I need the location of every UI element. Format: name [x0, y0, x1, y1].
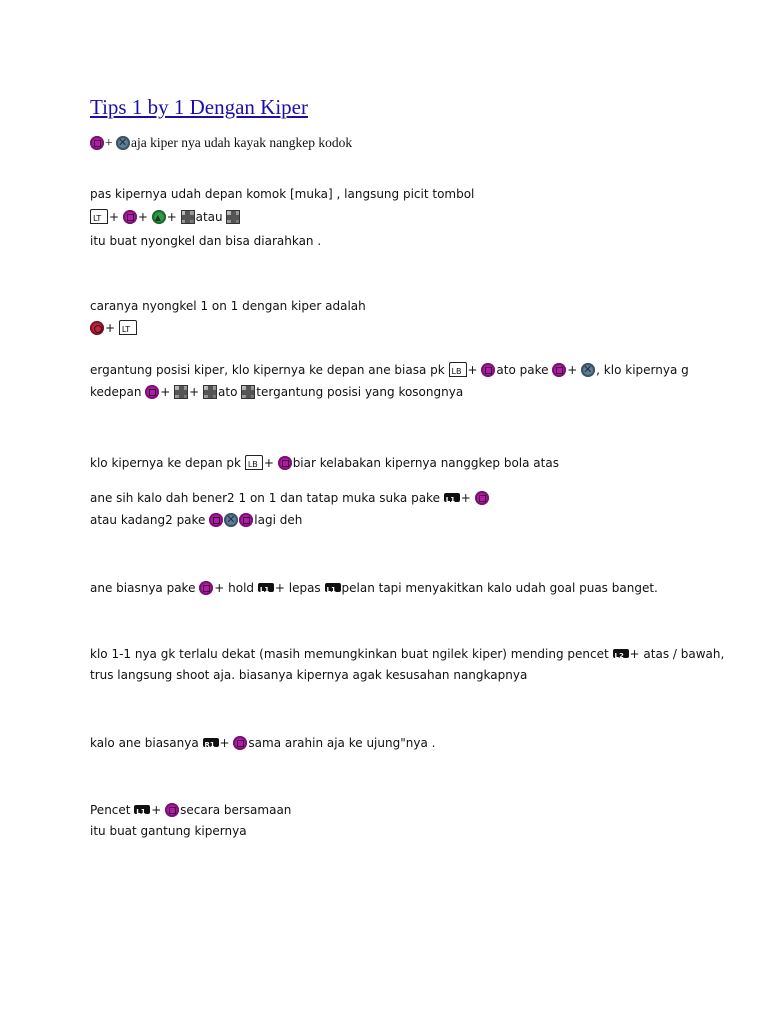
- cross-button-icon: [581, 363, 595, 377]
- line-8: kedepan + + ato tergantung posisi yang kosongnya: [90, 385, 464, 399]
- dpad-icon: [226, 210, 240, 224]
- square-button-icon: [233, 736, 247, 750]
- l1-button-icon: [444, 493, 460, 502]
- square-button-icon: [278, 456, 292, 470]
- r1-button-icon: [203, 738, 219, 747]
- square-button-icon: [165, 803, 179, 817]
- l2-button-icon: [613, 649, 629, 658]
- line-16: Pencet L1+ secara bersamaan: [90, 802, 291, 818]
- lt-trigger-icon: [90, 209, 108, 224]
- triangle-button-icon: [152, 210, 166, 224]
- square-button-icon: [145, 385, 159, 399]
- circle-button-icon: [90, 321, 104, 335]
- l1-button-icon: [258, 583, 274, 592]
- lb-bumper-icon: [449, 362, 467, 377]
- lt-trigger-icon: [119, 320, 137, 335]
- line-17: itu buat gantung kipernya: [90, 824, 247, 838]
- dpad-icon: [203, 385, 217, 399]
- square-button-icon: [209, 513, 223, 527]
- line-9: klo kipernya ke depan pk LB+ biar kelabakan kipernya nanggkep bola atas: [90, 455, 559, 471]
- line-7: ergantung posisi kiper, klo kipernya ke depan ane biasa pk LB+ ato pake + ✕, klo kipernya g: [90, 362, 689, 378]
- line-4: itu buat nyongkel dan bisa diarahkan .: [90, 234, 322, 248]
- square-button-icon: [123, 210, 137, 224]
- lb-bumper-icon: [245, 455, 263, 470]
- line-2: pas kipernya udah depan komok [muka] , langsung picit tombol: [90, 187, 475, 201]
- line-13: klo 1-1 nya gk terlalu dekat (masih memungkinkan buat ngilek kiper) mending pencet L2+ atas / bawah,: [90, 646, 724, 662]
- square-button-icon: [552, 363, 566, 377]
- line-15: kalo ane biasanya R1+ sama arahin aja ke ujung"nya .: [90, 735, 435, 751]
- line-14: trus langsung shoot aja. biasanya kipernya agak kesusahan nangkapnya: [90, 668, 528, 682]
- square-button-icon: [90, 136, 104, 150]
- line-1: + ✕aja kiper nya udah kayak nangkep kodok: [90, 135, 352, 151]
- line-10: ane sih kalo dah bener2 1 on 1 dan tatap muka suka pake L1+: [90, 490, 490, 506]
- square-button-icon: [239, 513, 253, 527]
- line-11: atau kadang2 pake ✕ lagi deh: [90, 512, 302, 528]
- dpad-icon: [241, 385, 255, 399]
- cross-button-icon: [116, 136, 130, 150]
- dpad-icon: [174, 385, 188, 399]
- line-6: + LT: [90, 320, 138, 336]
- l1-button-icon: [325, 583, 341, 592]
- l1-button-icon: [134, 805, 150, 814]
- square-button-icon: [481, 363, 495, 377]
- square-button-icon: [199, 581, 213, 595]
- line-5: caranya nyongkel 1 on 1 dengan kiper adalah: [90, 299, 366, 313]
- line-12: ane biasnya pake + hold L1+ lepas L1pelan tapi menyakitkan kalo udah goal puas banget.: [90, 580, 658, 596]
- cross-button-icon: [224, 513, 238, 527]
- page-title[interactable]: Tips 1 by 1 Dengan Kiper: [90, 95, 308, 119]
- line-3: LT+ + ▲+ atau: [90, 209, 241, 225]
- dpad-icon: [181, 210, 195, 224]
- square-button-icon: [475, 491, 489, 505]
